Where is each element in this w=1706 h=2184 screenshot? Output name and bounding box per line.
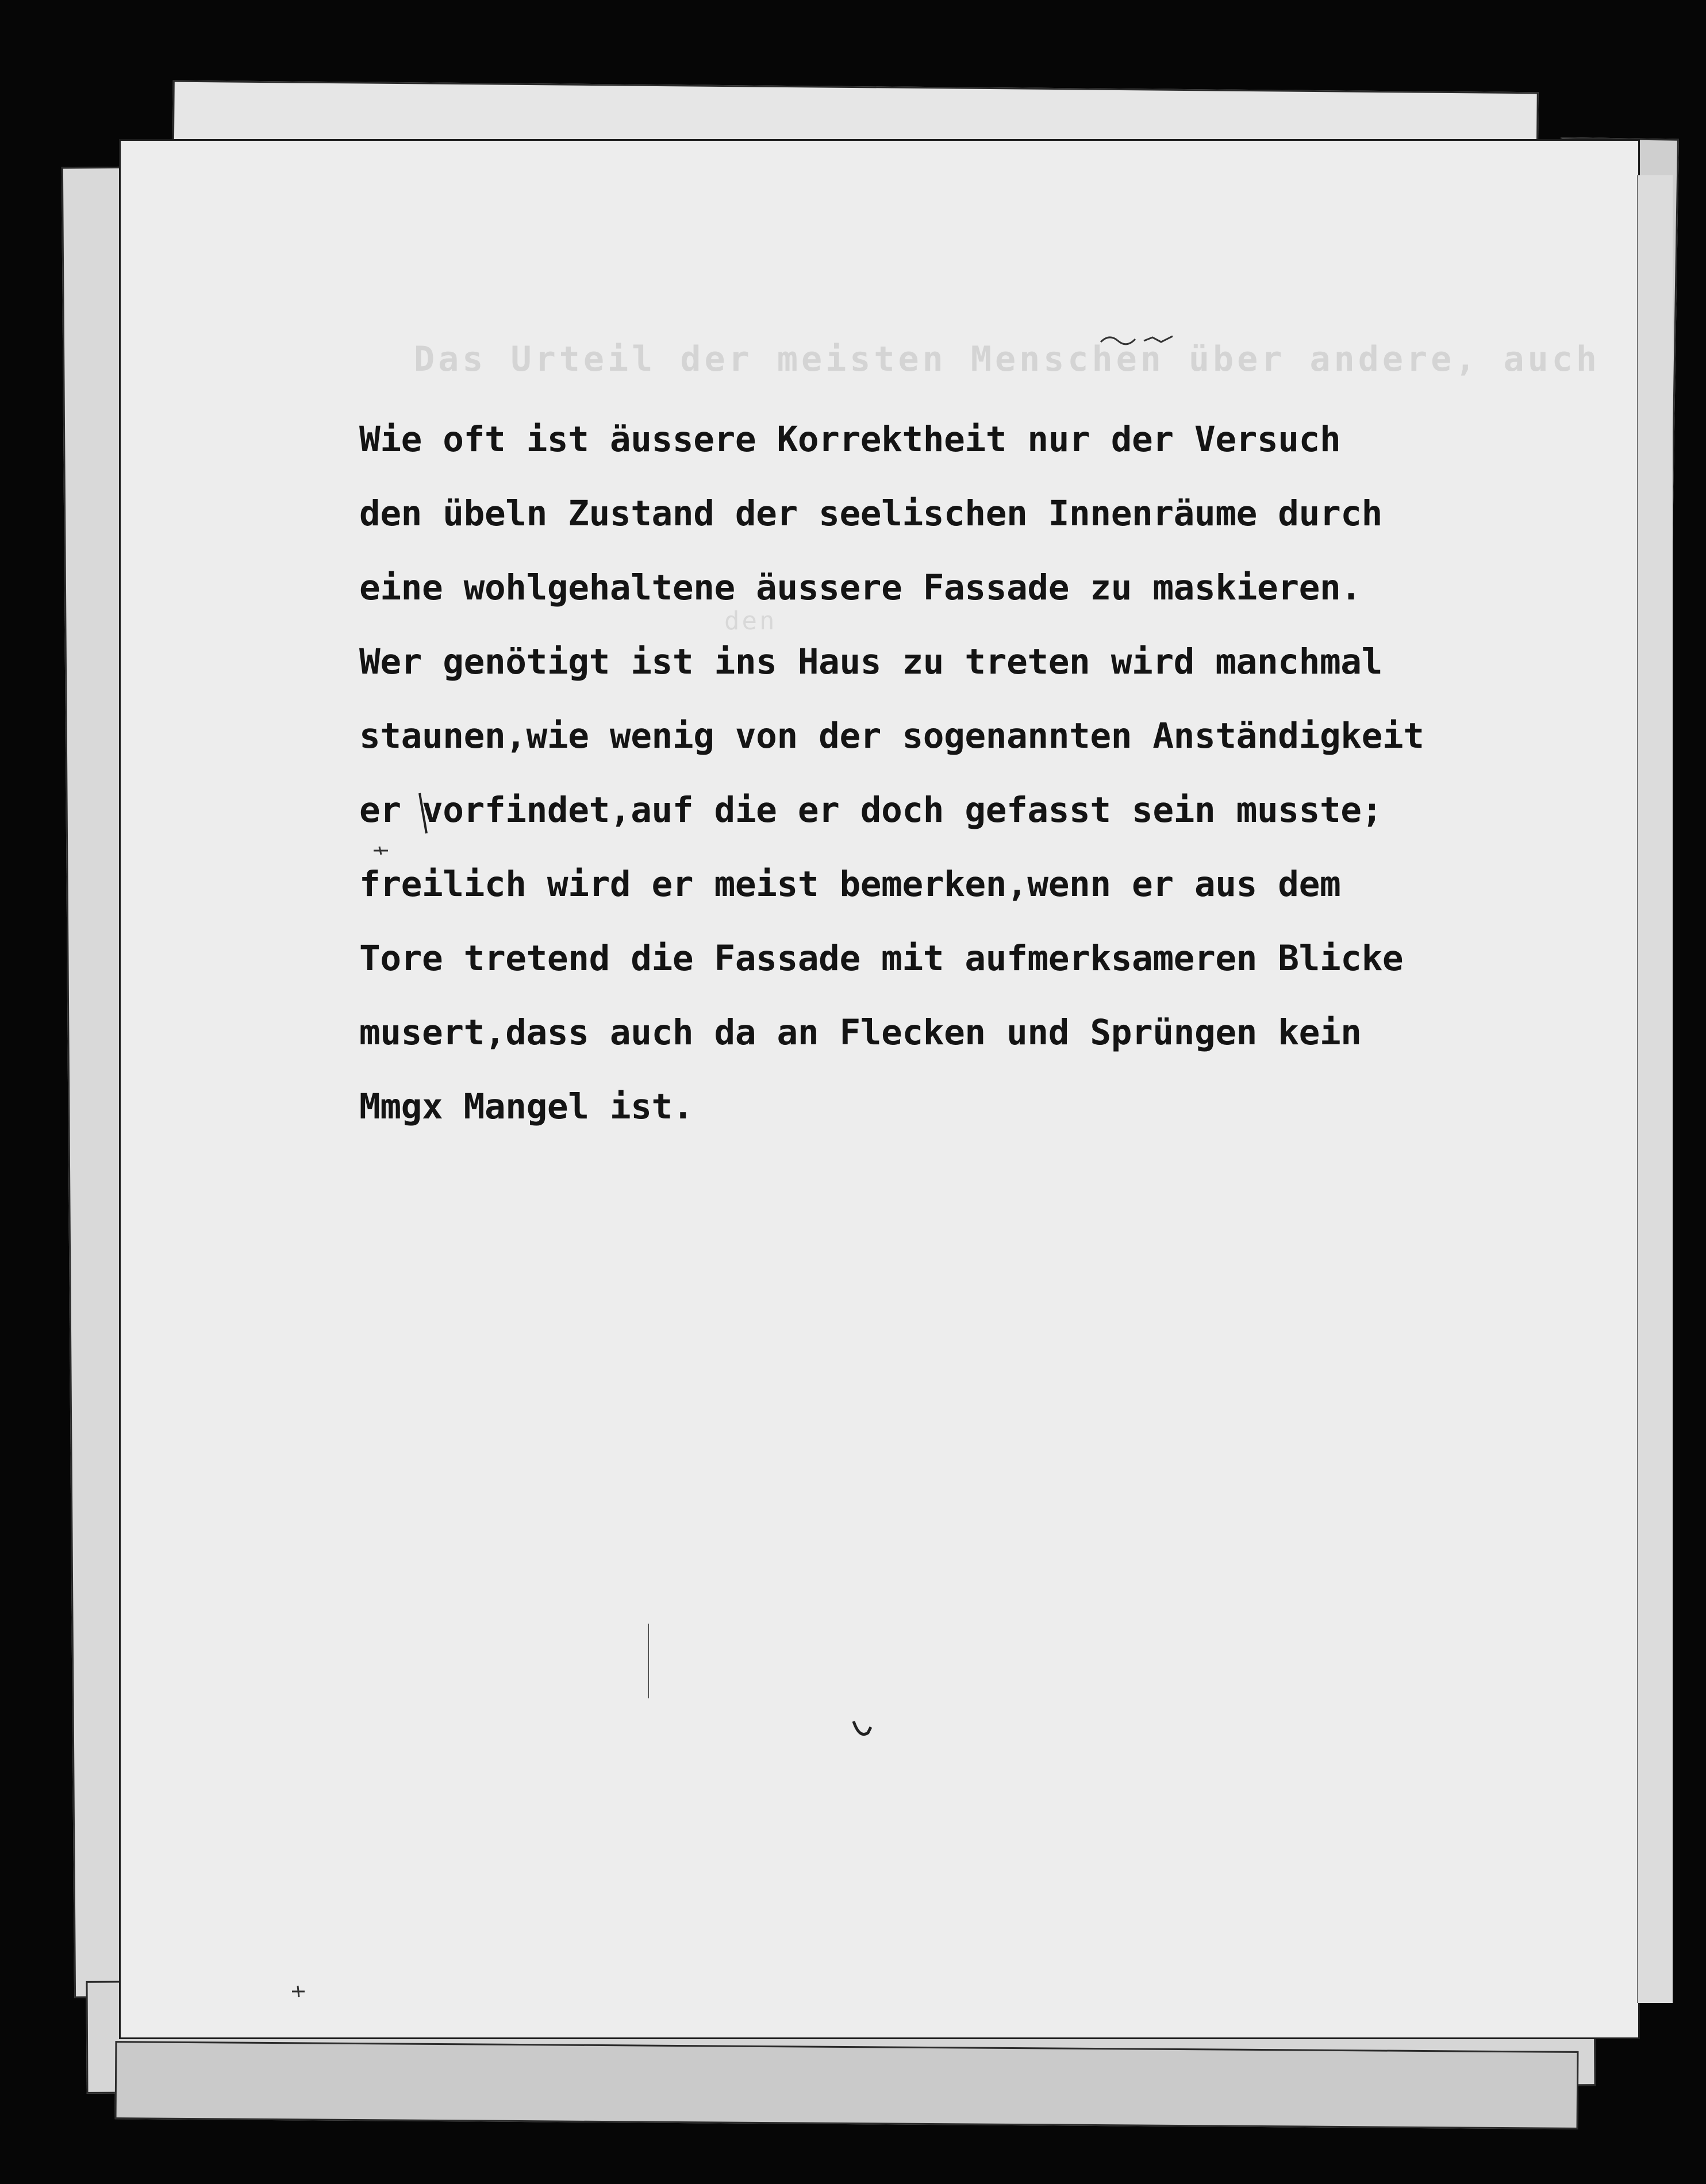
typed-page (121, 141, 1638, 2037)
typed-line-5: staunen,wie wenig von der sogenannten Anständigkeit (359, 716, 1424, 756)
handwritten-squiggle-icon (1098, 330, 1178, 348)
pencil-stroke-icon (645, 1624, 651, 1698)
typed-line-9: musert,dass auch da an Flecken und Sprüngen kein (359, 1012, 1362, 1053)
ink-dot-icon (287, 1980, 310, 2003)
typed-line-2: den übeln Zustand der seelischen Innenräume durch (359, 493, 1382, 534)
typed-line-10: Mmgx Mangel ist. (359, 1086, 694, 1127)
typed-line-8: Tore tretend die Fassade mit aufmerksameren Blicke (359, 938, 1404, 979)
typed-line-7: freilich wird er meist bemerken,wenn er aus dem (359, 864, 1341, 905)
underlying-sheet-bottom-2 (115, 2041, 1579, 2129)
page-edge-strip (1637, 175, 1673, 2003)
bleed-through-text-2: den (724, 606, 777, 636)
typed-text-body (359, 402, 1424, 1144)
typed-line-1: Wie oft ist äussere Korrektheit nur der Versuch (359, 419, 1341, 460)
typed-line-6: er vorfindet,auf die er doch gefasst sein musste; (359, 790, 1382, 830)
typed-line-3: eine wohlgehaltene äussere Fassade zu maskieren. (359, 567, 1362, 608)
typed-line-4: Wer genötigt ist ins Haus zu treten wird manchmal (359, 641, 1382, 682)
bleed-through-text: Das Urteil der meisten Menschen über andere, auch (414, 339, 1601, 379)
ink-blot-icon (848, 1716, 877, 1744)
